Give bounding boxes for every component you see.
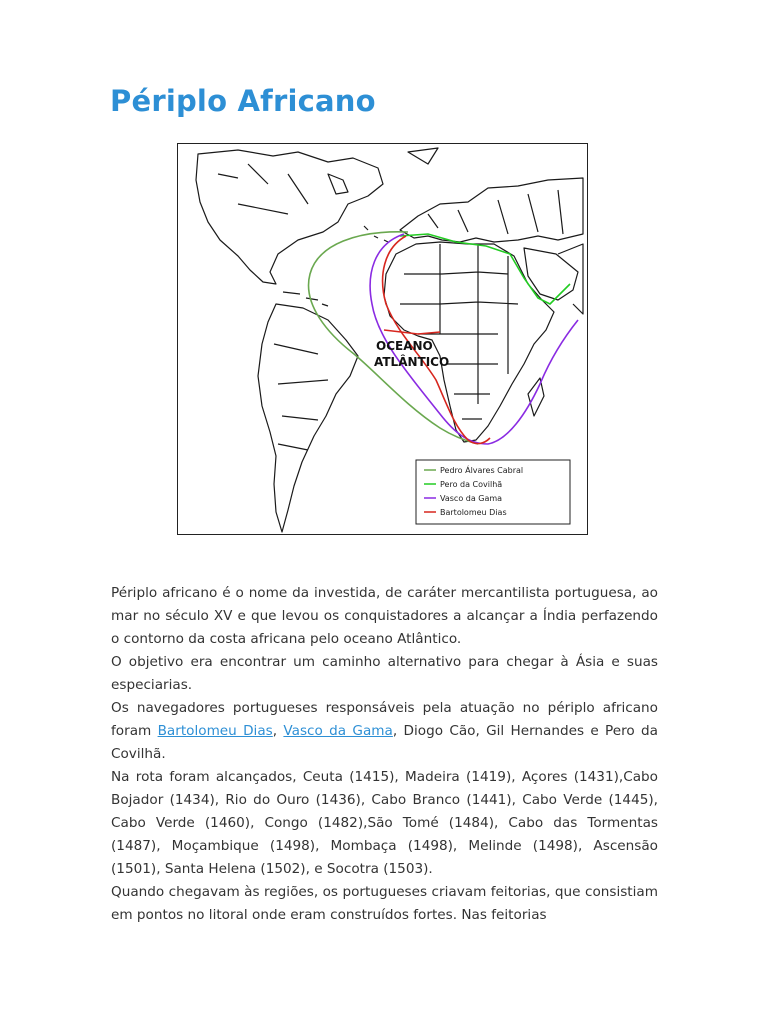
paragraph-3-end: , Diogo Cão, Gil Hernandes e Pero da Covilhã. xyxy=(111,723,659,762)
legend-label-covilha: Pero da Covilhã xyxy=(440,480,503,489)
ocean-label-2: ATLÂNTICO xyxy=(374,355,450,369)
legend-label-gama: Vasco da Gama xyxy=(440,494,503,503)
north-america-outline xyxy=(196,150,383,284)
paragraph-3-separator: , xyxy=(272,723,284,739)
link-vasco-da-gama[interactable]: Vasco da Gama xyxy=(283,723,393,739)
link-bartolomeu-dias[interactable]: Bartolomeu Dias xyxy=(157,723,273,739)
paragraph-1: Périplo africano é o nome da investida, de caráter mercantilista portuguesa, ao mar no século XV e que levou os conquistadores a alcançar a Índia perfazendo o contorno da costa africana pelo oceano Atlântico. xyxy=(111,585,658,647)
route-cabral xyxy=(309,232,478,444)
paragraph-2: O objetivo era encontrar um caminho alternativo para chegar à Ásia e suas especiarias. xyxy=(111,654,658,693)
map-legend xyxy=(416,460,570,524)
south-america-outline xyxy=(258,304,358,532)
legend-label-cabral: Pedro Álvares Cabral xyxy=(440,466,524,475)
europe-outline xyxy=(400,178,583,242)
paragraph-4: Na rota foram alcançados, Ceuta (1415), Madeira (1419), Açores (1431),Cabo Bojador (1434), Rio do Ouro (1436), Cabo Branco (1441), Cabo Verde (1445), Cabo Verde (1460), Congo (1482),São Tomé (1484), Cabo das Tormentas (1487), Moçambique (1498), Mombaça (1498), Melinde (1498), Ascensão (1501), Santa Helena (1502), e Socotra (1503). xyxy=(111,769,658,877)
article-body xyxy=(111,582,658,927)
route-map xyxy=(178,144,588,535)
paragraph-3-start: Os navegadores portugueses responsáveis pela atuação no périplo africano foram xyxy=(111,700,658,739)
paragraph-3 xyxy=(111,697,658,766)
paragraph-5: Quando chegavam às regiões, os portugueses criavam feitorias, que consistiam em pontos no litoral onde eram construídos fortes. Nas feitorias xyxy=(111,884,658,923)
legend-label-dias: Bartolomeu Dias xyxy=(440,508,507,517)
ocean-label-1: OCEANO xyxy=(376,339,433,353)
page-title: Périplo Africano xyxy=(110,84,376,118)
route-map-figure xyxy=(177,143,588,535)
